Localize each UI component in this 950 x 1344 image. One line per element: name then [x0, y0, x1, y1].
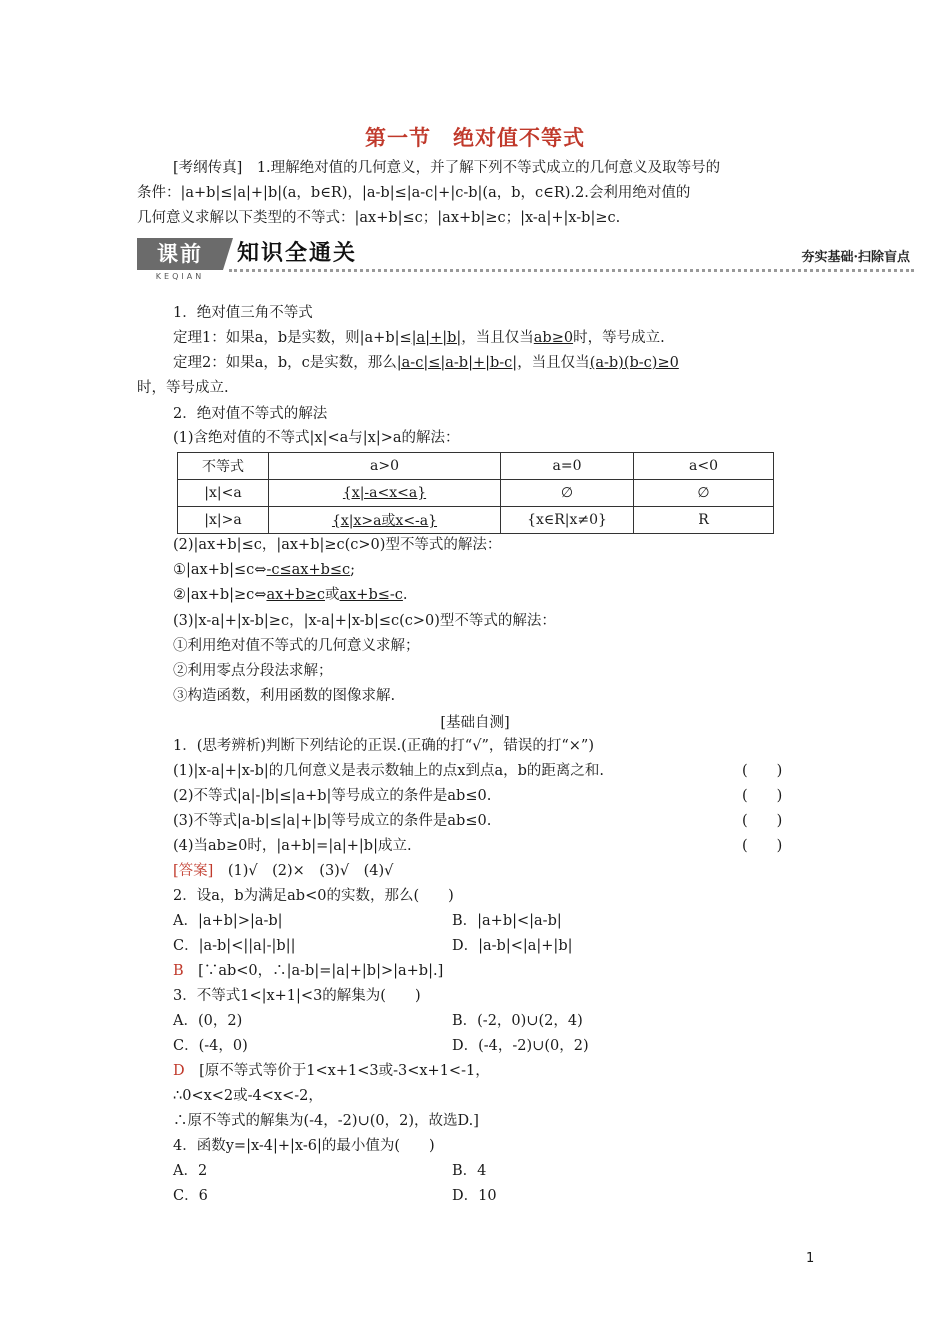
- inequality-table: [177, 452, 774, 534]
- q3-option-d: D．(-4，-2)∪(0，2): [452, 1038, 589, 1054]
- syllabus-line-1: [考纲传真] 1.理解绝对值的几何意义，并了解下列不等式成立的几何意义及取等号的: [173, 160, 721, 176]
- q3-solution-3: ∴原不等式的解集为(-4，-2)∪(0，2)，故选D.]: [173, 1113, 479, 1129]
- q3-option-c: C．(-4，0): [173, 1038, 248, 1054]
- q4-option-a: A．2: [173, 1163, 208, 1179]
- answer-blank: ( ): [742, 838, 783, 854]
- syllabus-line-3: 几何意义求解以下类型的不等式：|ax+b|≤c；|ax+b|≥c；|x-a|+|x-b|≥c.: [137, 210, 621, 226]
- banner-slogan: 夯实基础·扫除盲点: [801, 250, 910, 265]
- q3-solution-1: D [原不等式等价于1<x+1<3或-3<x+1<-1，: [173, 1063, 490, 1079]
- answer-blank: ( ): [742, 763, 783, 779]
- q2-option-c: C．|a-b|<||a|-|b||: [173, 938, 296, 954]
- q1-answer: [答案] (1)√ (2)× (3)√ (4)√: [173, 863, 394, 879]
- q3-option-b: B．(-2，0)∪(2，4): [452, 1013, 583, 1029]
- q3-stem: 3．不等式1<|x+1|<3的解集为( ): [173, 988, 421, 1004]
- q1-stem: 1．(思考辨析)判断下列结论的正误.(正确的打“√”，错误的打“×”): [173, 738, 595, 754]
- theorem-2-cont: 时，等号成立.: [137, 380, 229, 396]
- answer-blank: ( ): [742, 788, 783, 804]
- q4-option-b: B．4: [452, 1163, 487, 1179]
- syllabus-line-2: 条件：|a+b|≤|a|+|b|(a，b∈R)，|a-b|≤|a-c|+|c-b|(a，b，c∈R).2.会利用绝对值的: [137, 185, 691, 201]
- way-1: ①利用绝对值不等式的几何意义求解；: [173, 638, 420, 654]
- page-title: 第一节 绝对值不等式: [365, 125, 585, 150]
- q1-item-1: (1)|x-a|+|x-b|的几何意义是表示数轴上的点x到点a，b的距离之和.: [173, 763, 605, 779]
- answer-key: D: [173, 1063, 185, 1079]
- way-3: ③构造函数，利用函数的图像求解.: [173, 688, 396, 704]
- q2-option-a: A．|a+b|>|a-b|: [173, 913, 283, 929]
- q1-item-3: (3)不等式|a-b|≤|a|+|b|等号成立的条件是ab≤0.: [173, 813, 492, 829]
- answer-key: B: [173, 963, 184, 979]
- page-number: 1: [806, 1251, 815, 1266]
- q2-solution: B [∵ab<0，∴|a-b|=|a|+|b|>|a+b|.]: [173, 963, 444, 979]
- s2-sub3: (3)|x-a|+|x-b|≥c，|x-a|+|x-b|≤c(c>0)型不等式的解法：: [173, 613, 556, 629]
- way-2: ②利用零点分段法求解；: [173, 663, 333, 679]
- q4-option-d: D．10: [452, 1188, 497, 1204]
- s1-heading: 1．绝对值三角不等式: [173, 305, 313, 321]
- table-row: |x|>a {x|x>a或x<-a} {x∈R|x≠0} R: [178, 507, 774, 534]
- banner-divider: [229, 269, 914, 272]
- theorem-2: 定理2：如果a，b，c是实数，那么|a-c|≤|a-b|+|b-c|，当且仅当(a-b)(b-c)≥0: [173, 355, 679, 371]
- s2-heading: 2．绝对值不等式的解法: [173, 406, 328, 422]
- q4-stem: 4．函数y=|x-4|+|x-6|的最小值为( ): [173, 1138, 435, 1154]
- s2-sub2: (2)|ax+b|≤c，|ax+b|≥c(c>0)型不等式的解法：: [173, 537, 502, 553]
- method-1: ①|ax+b|≤c⇔-c≤ax+b≤c;: [173, 562, 356, 578]
- method-2: ②|ax+b|≥c⇔ax+b≥c或ax+b≤-c.: [173, 587, 408, 603]
- q1-item-2: (2)不等式|a|-|b|≤|a+b|等号成立的条件是ab≤0.: [173, 788, 492, 804]
- q2-option-b: B．|a+b|<|a-b|: [452, 913, 562, 929]
- q3-solution-2: ∴0<x<2或-4<x<-2，: [173, 1088, 323, 1104]
- banner-title: 知识全通关: [237, 241, 358, 266]
- section-banner: [137, 238, 914, 284]
- selftest-heading: [基础自测]: [440, 715, 510, 731]
- table-row: 不等式 a>0 a=0 a<0: [178, 453, 774, 480]
- banner-tag-arrow: [223, 238, 233, 270]
- table-row: |x|<a {x|-a<x<a} ∅ ∅: [178, 480, 774, 507]
- s2-sub1: (1)含绝对值的不等式|x|<a与|x|>a的解法：: [173, 430, 460, 446]
- banner-tag: 课前: [137, 238, 223, 270]
- q3-option-a: A．(0，2): [173, 1013, 243, 1029]
- q2-stem: 2．设a，b为满足ab<0的实数，那么( ): [173, 888, 454, 904]
- answer-tag: [答案]: [173, 863, 214, 879]
- q2-option-d: D．|a-b|<|a|+|b|: [452, 938, 573, 954]
- answer-blank: ( ): [742, 813, 783, 829]
- banner-tag-sub: KEQIAN: [155, 272, 205, 281]
- q4-option-c: C．6: [173, 1188, 208, 1204]
- theorem-1: 定理1：如果a，b是实数，则|a+b|≤|a|+|b|，当且仅当ab≥0时，等号成立.: [173, 330, 665, 346]
- q1-item-4: (4)当ab≥0时，|a+b|=|a|+|b|成立.: [173, 838, 412, 854]
